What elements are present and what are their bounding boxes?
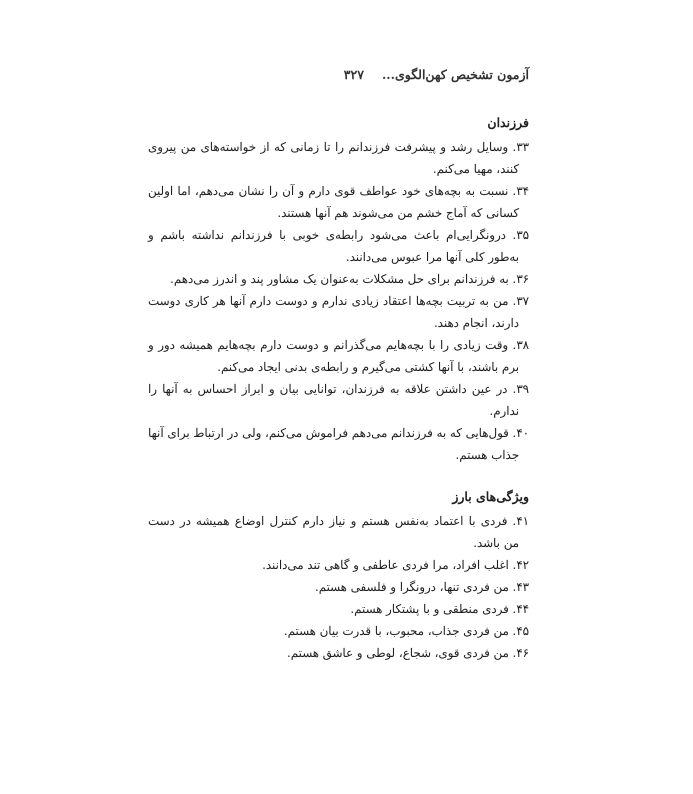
question-item: ۴۰. قول‌هایی که به فرزندانم می‌دهم فراموش می‌کنم، ولی در ارتباط برای آنها جذاب هستم. — [148, 426, 529, 462]
running-head-title: آزمون تشخیص کهن‌الگوی... — [381, 66, 529, 82]
page-number: ۳۲۷ — [343, 66, 364, 82]
question-item: ۳۳. وسایل رشد و پیشرفت فرزندانم را تا زمانی که از خواسته‌های من پیروی کنند، مهیا می‌کنم. — [148, 140, 529, 176]
question-item: ۴۳. من فردی تنها، درونگرا و فلسفی هستم. — [314, 580, 529, 594]
section-traits — [148, 486, 529, 664]
question-item: ۳۴. نسبت به بچه‌های خود عواطف قوی دارم و آن را نشان می‌دهم، اما اولین کسانی که آماج خشم من می‌شوند هم آنها هستند. — [148, 184, 529, 220]
question-item: ۴۶. من فردی قوی، شجاع، لوطی و عاشق هستم. — [287, 646, 529, 660]
question-item: ۳۷. من به تربیت بچه‌ها اعتقاد زیادی ندارم و دوست دارم آنها هر کاری دوست دارند، انجام دهند. — [148, 294, 529, 330]
question-item: ۴۱. فردی با اعتماد به‌نفس هستم و نیاز دارم کنترل اوضاع همیشه در دست من باشد. — [148, 514, 529, 550]
question-item: ۳۵. درونگرایی‌ام باعث می‌شود رابطه‌ی خوبی با فرزندانم نداشته باشم و به‌طور کلی آنها مرا عبوس می‌دانند. — [148, 228, 529, 264]
book-page — [148, 60, 529, 664]
question-item: ۴۵. من فردی جذاب، محبوب، با قدرت بیان هستم. — [283, 624, 529, 638]
question-item: ۳۹. در عین داشتن علاقه به فرزندان، توانایی بیان و ابراز احساس به آنها را ندارم. — [148, 382, 529, 418]
section-heading: فرزندان — [487, 115, 529, 130]
running-head — [148, 60, 529, 88]
question-item: ۳۸. وقت زیادی را با بچه‌هایم می‌گذرانم و دوست دارم بچه‌هایم همیشه دور و برم باشند، با آنها کشتی می‌گیرم و رابطه‌ی بدنی ایجاد می‌کنم. — [148, 338, 529, 374]
question-item: ۳۶. به فرزندانم برای حل مشکلات به‌عنوان یک مشاور پند و اندرز می‌دهم. — [170, 272, 529, 286]
section-children — [148, 112, 529, 466]
question-item: ۴۲. اغلب افراد، مرا فردی عاطفی و گاهی تند می‌دانند. — [262, 558, 529, 572]
section-heading: ویژگی‌های بارز — [452, 489, 529, 504]
question-item: ۴۴. فردی منطقی و با پشتکار هستم. — [350, 602, 529, 616]
